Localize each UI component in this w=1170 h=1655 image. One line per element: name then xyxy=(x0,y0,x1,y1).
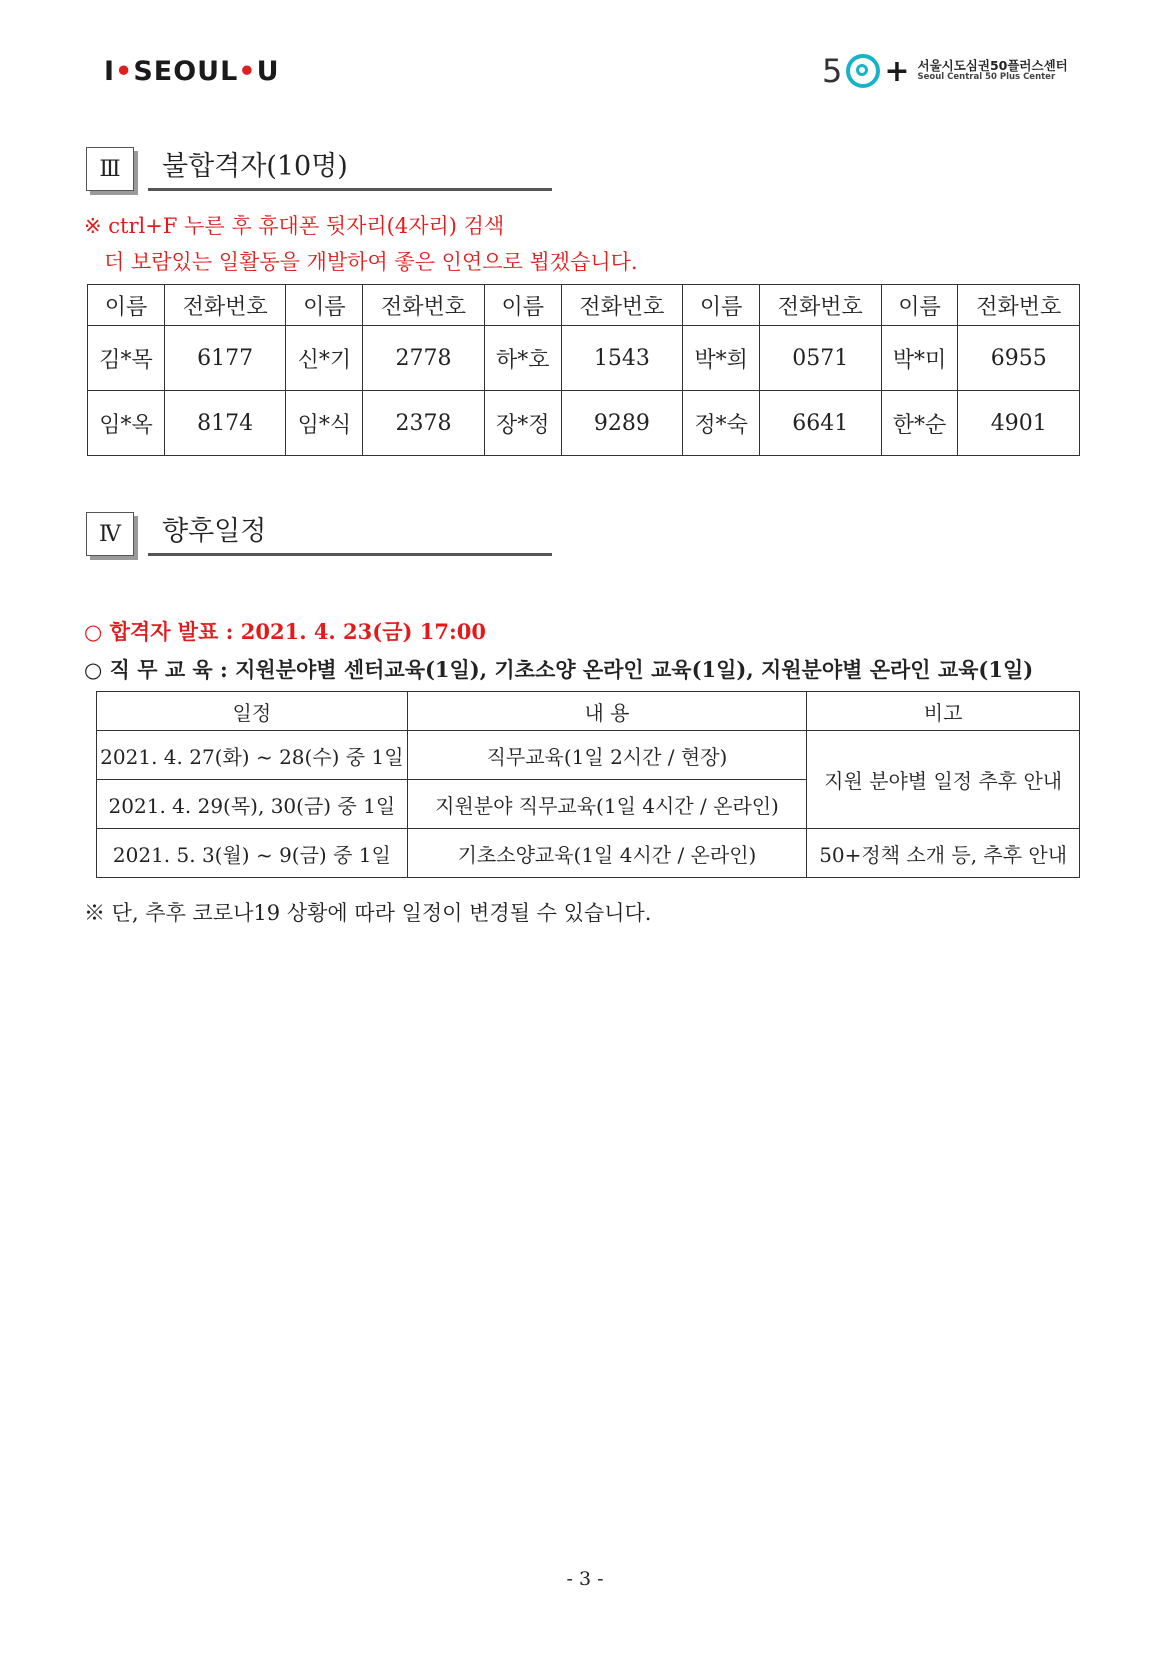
date-cell: 2021. 5. 3(월) ~ 9(금) 중 1일 xyxy=(97,829,408,878)
section-title: 불합격자(10명) xyxy=(148,150,552,191)
col-phone: 전화번호 xyxy=(164,285,285,326)
col-name: 이름 xyxy=(484,285,561,326)
phone-cell: 2778 xyxy=(363,326,484,391)
logo-part: SEOUL xyxy=(133,56,239,87)
col-phone: 전화번호 xyxy=(760,285,881,326)
name-cell: 임*식 xyxy=(286,391,363,456)
name-cell: 임*옥 xyxy=(88,391,165,456)
logo-part: I xyxy=(104,56,116,87)
schedule-table xyxy=(96,691,1080,878)
name-cell: 신*기 xyxy=(286,326,363,391)
date-cell: 2021. 4. 27(화) ~ 28(수) 중 1일 xyxy=(97,731,408,780)
col-date: 일정 xyxy=(97,692,408,731)
footnote: ※ 단, 추후 코로나19 상황에 따라 일정이 변경될 수 있습니다. xyxy=(84,901,652,925)
date-cell: 2021. 4. 29(목), 30(금) 중 1일 xyxy=(97,780,408,829)
section-heading-4 xyxy=(86,512,552,556)
table-header-row xyxy=(88,285,1080,326)
name-cell: 정*숙 xyxy=(683,391,760,456)
search-note: ※ ctrl+F 누른 후 휴대폰 뒷자리(4자리) 검색 xyxy=(84,214,505,238)
name-cell: 박*희 xyxy=(683,326,760,391)
col-remark: 비고 xyxy=(807,692,1080,731)
section-title: 향후일정 xyxy=(148,515,552,556)
section-numeral: Ⅲ xyxy=(86,147,134,191)
phone-cell: 4901 xyxy=(958,391,1080,456)
table-row xyxy=(88,391,1080,456)
table-row xyxy=(97,731,1080,780)
phone-cell: 8174 xyxy=(164,391,285,456)
logo-part: U xyxy=(256,56,280,87)
col-phone: 전화번호 xyxy=(363,285,484,326)
50plus-center-logo xyxy=(822,52,1068,90)
phone-cell: 6641 xyxy=(760,391,881,456)
section-numeral: Ⅳ xyxy=(86,512,134,556)
closing-note: 더 보람있는 일활동을 개발하여 좋은 인연으로 뵙겠습니다. xyxy=(104,250,638,274)
logo-dot: • xyxy=(238,56,257,87)
i-seoul-u-logo xyxy=(104,56,280,87)
table-row xyxy=(97,829,1080,878)
name-cell: 박*미 xyxy=(881,326,958,391)
center-name-ko: 서울시도심권50플러스센터 xyxy=(917,58,1068,74)
content-cell: 직무교육(1일 2시간 / 현장) xyxy=(407,731,807,780)
content-cell: 기초소양교육(1일 4시간 / 온라인) xyxy=(407,829,807,878)
center-name-en: Seoul Central 50 Plus Center xyxy=(917,72,1056,83)
phone-cell: 2378 xyxy=(363,391,484,456)
col-name: 이름 xyxy=(683,285,760,326)
table-row xyxy=(88,326,1080,391)
col-name: 이름 xyxy=(881,285,958,326)
name-cell: 한*순 xyxy=(881,391,958,456)
section-heading-3 xyxy=(86,147,552,191)
50plus-mark: 5 + xyxy=(822,52,910,90)
table-header-row xyxy=(97,692,1080,731)
page-number: - 3 - xyxy=(566,1568,604,1590)
ring-icon xyxy=(846,54,880,88)
name-cell: 장*정 xyxy=(484,391,561,456)
phone-cell: 6955 xyxy=(958,326,1080,391)
announcement-bullet: ○ 합격자 발표 : 2021. 4. 23(금) 17:00 xyxy=(84,619,486,644)
name-cell: 하*호 xyxy=(484,326,561,391)
col-phone: 전화번호 xyxy=(561,285,682,326)
col-phone: 전화번호 xyxy=(958,285,1080,326)
training-bullet: ○ 직 무 교 육 : 지원분야별 센터교육(1일), 기초소양 온라인 교육(1일), 지원분야별 온라인 교육(1일) xyxy=(84,657,1034,682)
content-cell: 지원분야 직무교육(1일 4시간 / 온라인) xyxy=(407,780,807,829)
phone-cell: 6177 xyxy=(164,326,285,391)
phone-cell: 0571 xyxy=(760,326,881,391)
col-content: 내 용 xyxy=(407,692,807,731)
logo-dot: • xyxy=(115,56,134,87)
col-name: 이름 xyxy=(88,285,165,326)
fail-table xyxy=(87,284,1080,456)
col-name: 이름 xyxy=(286,285,363,326)
name-cell: 김*목 xyxy=(88,326,165,391)
phone-cell: 9289 xyxy=(561,391,682,456)
phone-cell: 1543 xyxy=(561,326,682,391)
remark-cell: 지원 분야별 일정 추후 안내 xyxy=(807,731,1080,829)
remark-cell: 50+정책 소개 등, 추후 안내 xyxy=(807,829,1080,878)
